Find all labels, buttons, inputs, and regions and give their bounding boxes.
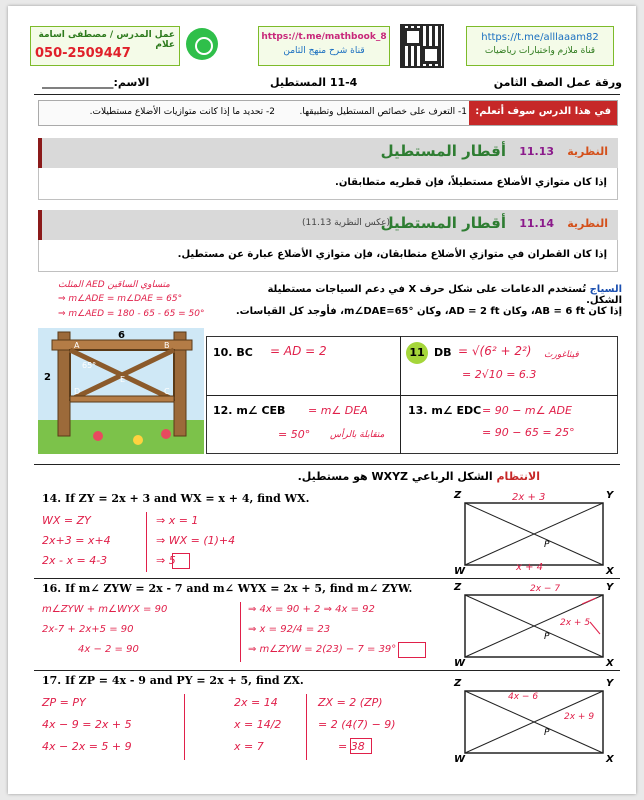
q17-vertex-p: P: [544, 728, 550, 738]
teacher-box: [30, 26, 180, 66]
theorem2-note: (عكس النظرية 11.13): [302, 218, 390, 228]
worksheet-title: ورقة عمل الصف الثامن: [493, 76, 622, 89]
q17-mid-1: 2x = 14: [234, 696, 278, 709]
fence-given: إذا كان AB = 6 ft، وكان AD = 2 ft، وكان m∠DAE=65°، فأوجد كل القياسات.: [235, 306, 622, 317]
divider: [34, 94, 620, 95]
q12-note: متقابلة بالرأس: [330, 430, 385, 440]
teacher-phone: 050-2509447: [35, 46, 131, 61]
theorem2-name: أقطار المستطيل: [380, 214, 506, 232]
q13-label: 13. m∠ EDC: [408, 404, 482, 417]
fence-label-2: 2: [44, 372, 51, 383]
q12-label: 12. m∠ CEB: [213, 404, 286, 417]
q16-answer-box: [398, 642, 426, 658]
divider-3: [34, 578, 620, 579]
q16-separator: [240, 602, 241, 662]
divider-4: [34, 670, 620, 671]
name-field[interactable]: الاسم:_____________: [42, 76, 150, 89]
divider-2: [34, 464, 620, 465]
algebra-topic: الانتظام: [496, 470, 540, 483]
q17-work-2: 4x − 9 = 2x + 5: [42, 718, 132, 731]
fence-topic: السياج: [589, 284, 622, 295]
fence-note-1: المثلث AED متساوي الساقين: [58, 280, 170, 290]
q17-mid-3: x = 7: [234, 740, 264, 753]
theorem1-word: النظرية: [567, 145, 608, 158]
theorem1-header: [38, 138, 618, 168]
q16-vertex-p: P: [544, 632, 550, 642]
fence-vertex-c: C: [164, 387, 170, 396]
alt-link-box[interactable]: [466, 26, 614, 66]
theorem2-word: النظرية: [567, 217, 608, 230]
algebra-heading: [298, 470, 540, 483]
theorem2-header: [38, 210, 618, 240]
theorem2-body: [38, 240, 618, 272]
q14-side-top: 2x + 3: [512, 492, 546, 503]
fence-vertex-e: E: [120, 375, 126, 384]
q14-vertex-p: P: [544, 540, 550, 550]
algebra-intro: الشكل الرباعي WXYZ هو مستطيل.: [297, 470, 493, 483]
theorem2-statement: إذا كان القطران في متوازي الأضلاع متطابقان، فإن متوازي الأضلاع عبارة عن مستطيل.: [177, 249, 607, 260]
q17-vertex-x: X: [606, 754, 614, 765]
q10-label: 10. BC: [213, 346, 253, 359]
q16-result-3: ⇒ m∠ZYW = 2(23) − 7 = 39°: [248, 644, 397, 655]
fence-vertex-d: D: [74, 387, 81, 396]
theorem1-statement: إذا كان متوازي الأضلاع مستطيلاً، فإن قطريه متطابقان.: [335, 177, 607, 188]
q16-angle-2: 2x + 5: [560, 618, 591, 628]
q14-work-2: 2x+3 = x+4: [42, 534, 111, 547]
fence-label-6: 6: [118, 330, 125, 341]
q17-separator-1: [184, 694, 185, 760]
q17-vertex-w: W: [454, 754, 466, 765]
q12-answer-1: = m∠ DEA: [308, 404, 368, 417]
q12-answer-2: = 50°: [278, 428, 311, 441]
q14-rectangle-figure: [464, 502, 604, 566]
q13-answer-1: = 90 − m∠ ADE: [482, 404, 572, 417]
q10-answer: = AD = 2: [270, 344, 327, 358]
q17-result-2: = 2 (4(7) − 9): [318, 718, 396, 731]
theorem1-name: أقطار المستطيل: [380, 142, 506, 160]
q17-text: 17. If ZP = 4x - 9 and PY = 2x + 5, find ZX.: [42, 674, 304, 687]
alt-caption: قناة ملازم واختبارات رياضيات: [484, 46, 596, 56]
q17-segment-1: 4x − 6: [508, 692, 539, 702]
telegram-link-box[interactable]: [258, 26, 390, 66]
theorem2-number: 11.14: [519, 217, 554, 230]
q16-work-2: 2x-7 + 2x+5 = 90: [42, 624, 134, 635]
q17-vertex-z: Z: [454, 678, 462, 689]
q14-answer-box: [172, 553, 190, 569]
q17-result-3: = 38: [338, 740, 365, 753]
teacher-name: عمل المدرس / مصطفى اسامة علام: [38, 30, 175, 50]
fence-note-2: ⇒ m∠ADE = m∠DAE = 65°: [58, 294, 183, 304]
fence-prompt-text: تُستخدم الدعامات على شكل حرف X في دعم السياجات مستطيلة الشكل.: [267, 284, 622, 306]
q16-vertex-x: X: [606, 658, 614, 669]
theorem1-body: [38, 168, 618, 200]
objective-1: 1- التعرف على خصائص المستطيل وتطبيقها.: [299, 107, 467, 117]
q17-work-1: ZP = PY: [42, 696, 86, 709]
q17-answer-box: [350, 738, 372, 754]
grid-divider-h: [206, 395, 618, 396]
q14-result-3: ⇒ 5: [156, 554, 176, 567]
q17-result-1: ZX = 2 (ZP): [318, 696, 383, 709]
lesson-title: 11-4 المستطيل: [270, 76, 358, 89]
q16-work-3: 4x − 2 = 90: [78, 644, 139, 655]
fence-illustration: [38, 328, 204, 454]
q14-vertex-w: W: [454, 566, 466, 577]
q16-vertex-z: Z: [454, 582, 462, 593]
q14-separator: [146, 512, 147, 572]
q11-note: فيثاغورث: [544, 350, 579, 360]
q11-answer-2: = 2√10 = 6.3: [462, 368, 537, 381]
q17-work-3: 4x − 2x = 5 + 9: [42, 740, 132, 753]
telegram-link[interactable]: https://t.me/mathbook_8: [261, 32, 387, 42]
q14-work-3: 2x - x = 4-3: [42, 554, 108, 567]
alt-link[interactable]: https://t.me/alllaaam82: [481, 32, 599, 43]
objective-2: 2- تحديد ما إذا كانت متوازيات الأضلاع مستطيلات.: [89, 107, 275, 117]
fence-label-65: 65°: [82, 361, 97, 370]
q16-result-1: ⇒ 4x = 90 + 2 ⇒ 4x = 92: [248, 604, 375, 615]
worksheet-page: [8, 6, 636, 794]
theorem1-number: 11.13: [519, 145, 554, 158]
q16-vertex-w: W: [454, 658, 466, 669]
telegram-caption: قناة شرح منهج الثامن: [283, 46, 365, 56]
q16-angle-1: 2x − 7: [530, 584, 561, 594]
q14-side-bottom: x + 4: [516, 562, 544, 573]
q17-separator-2: [306, 694, 307, 760]
objectives-box: [38, 100, 618, 126]
fence-prompt: [252, 284, 622, 306]
q14-result-1: ⇒ x = 1: [156, 514, 199, 527]
q14-work-1: WX = ZY: [42, 514, 91, 527]
q16-result-2: ⇒ x = 92/4 = 23: [248, 624, 331, 635]
q14-result-2: ⇒ WX = (1)+4: [156, 534, 236, 547]
q14-text: 14. If ZY = 2x + 3 and WX = x + 4, find WX.: [42, 492, 310, 505]
fence-note-3: ⇒ m∠AED = 180 - 65 - 65 = 50°: [58, 309, 205, 319]
fence-vertex-a: A: [74, 341, 80, 350]
whatsapp-icon[interactable]: [186, 28, 218, 60]
q11-label: DB: [434, 346, 452, 359]
q13-answer-2: = 90 − 65 = 25°: [482, 426, 575, 439]
q17-mid-2: x = 14/2: [234, 718, 282, 731]
q14-vertex-x: X: [606, 566, 614, 577]
q17-segment-2: 2x + 9: [564, 712, 595, 722]
q16-text: 16. If m∠ ZYW = 2x - 7 and m∠ WYX = 2x + 5, find m∠ ZYW.: [42, 582, 413, 595]
q11-number: 11: [406, 342, 428, 364]
qr-code-icon: [400, 24, 444, 68]
objectives-label: في هذا الدرس سوف أتعلم:: [469, 101, 617, 125]
q16-work-1: m∠ZYW + m∠WYX = 90: [42, 604, 168, 615]
q16-vertex-y: Y: [606, 582, 614, 593]
q14-vertex-z: Z: [454, 490, 462, 501]
q11-answer-1: = √(6² + 2²): [458, 344, 532, 358]
q14-vertex-y: Y: [606, 490, 614, 501]
fence-vertex-b: B: [164, 341, 170, 350]
q17-vertex-y: Y: [606, 678, 614, 689]
